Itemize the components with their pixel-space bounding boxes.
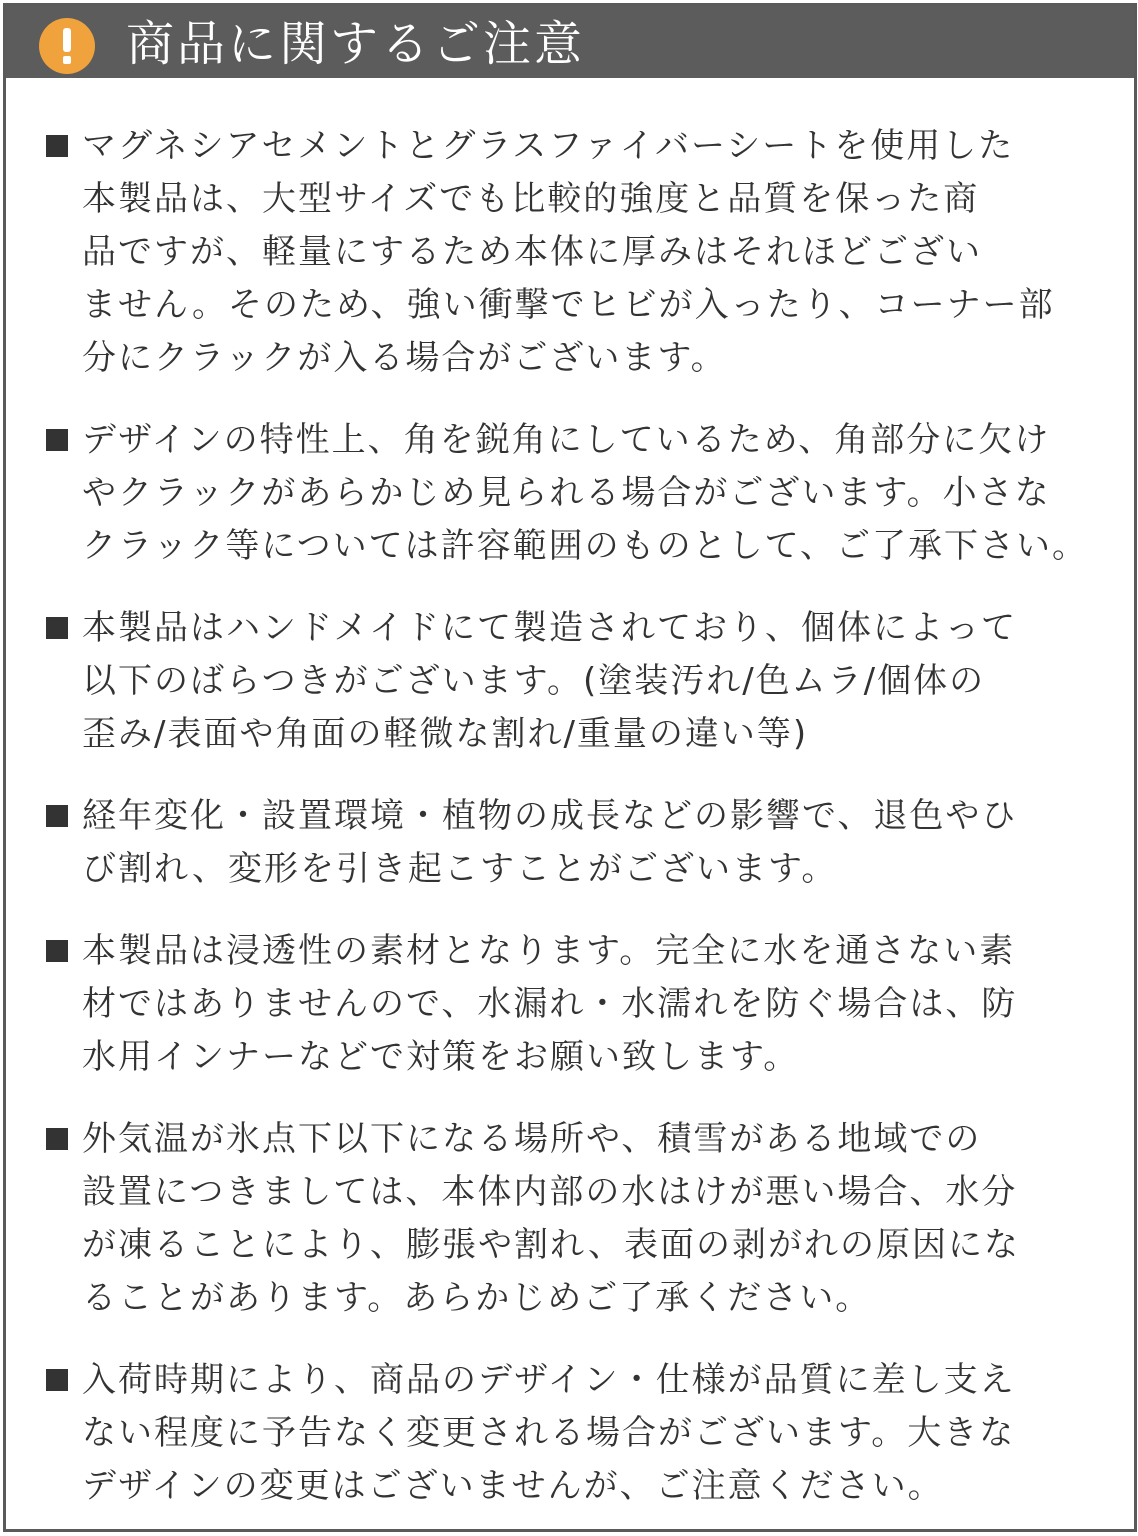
notice-line: が凍ることにより、膨張や割れ、表面の剥がれの原因にな (82, 1225, 1021, 1265)
square-bullet-icon (46, 135, 68, 157)
notice-line: 本製品は、大型サイズでも比較的強度と品質を保った商 (82, 179, 980, 219)
notice-line: 本製品は浸透性の素材となります。完全に水を通さない素 (82, 931, 1016, 971)
notice-line: び割れ、変形を引き起こすことがございます。 (82, 849, 838, 889)
notice-header (6, 6, 1134, 78)
notice-line: ない程度に予告なく変更される場合がございます。大きな (82, 1413, 1016, 1453)
notice-line: クラック等については許容範囲のものとして、ご了承下さい。 (82, 526, 1088, 566)
notice-line: 外気温が氷点下以下になる場所や、積雪がある地域での (82, 1119, 982, 1159)
notice-line: 以下のばらつきがございます。(塗装汚れ/色ムラ/個体の (82, 661, 986, 701)
notice-line: ません。そのため、強い衝撃でヒビが入ったり、コーナー部 (82, 285, 1055, 325)
notice-line: やクラックがあらかじめ見られる場合がございます。小さな (82, 473, 1051, 513)
square-bullet-icon (46, 1369, 68, 1391)
notice-item (42, 120, 1124, 385)
notice-line: 品ですが、軽量にするため本体に厚みはそれほどござい (82, 232, 982, 272)
square-bullet-icon (46, 940, 68, 962)
notice-line: 経年変化・設置環境・植物の成長などの影響で、退色やひ (82, 796, 1018, 836)
notice-panel (3, 3, 1137, 1532)
notice-line: デザインの特性上、角を鋭角にしているため、角部分に欠け (82, 420, 1051, 460)
notice-line: 本製品はハンドメイドにて製造されており、個体によって (82, 608, 1017, 648)
notice-line: マグネシアセメントとグラスファイバーシートを使用した (82, 126, 1015, 166)
notice-title: 商品に関するご注意 (126, 16, 586, 72)
notice-item (42, 790, 1124, 896)
notice-line: 入荷時期により、商品のデザイン・仕様が品質に差し支え (82, 1360, 1016, 1400)
square-bullet-icon (46, 1128, 68, 1150)
notice-line: 材ではありませんので、水漏れ・水濡れを防ぐ場合は、防 (82, 984, 1018, 1024)
notice-line: 水用インナーなどで対策をお願い致します。 (82, 1037, 800, 1077)
square-bullet-icon (46, 617, 68, 639)
square-bullet-icon (46, 805, 68, 827)
notice-item (42, 925, 1124, 1084)
notice-item (42, 414, 1124, 573)
square-bullet-icon (46, 429, 68, 451)
notice-line: デザインの変更はございませんが、ご注意ください。 (82, 1466, 944, 1506)
exclamation-circle-icon (39, 18, 95, 74)
notice-item (42, 1113, 1124, 1325)
notice-item (42, 1354, 1124, 1513)
notice-line: ることがあります。あらかじめご了承ください。 (82, 1278, 872, 1318)
notice-line: 歪み/表面や角面の軽微な割れ/重量の違い等) (82, 714, 809, 754)
notice-item (42, 602, 1124, 761)
notice-list (42, 120, 1124, 1513)
notice-line: 設置につきましては、本体内部の水はけが悪い場合、水分 (82, 1172, 1018, 1212)
notice-line: 分にクラックが入る場合がございます。 (82, 338, 727, 378)
